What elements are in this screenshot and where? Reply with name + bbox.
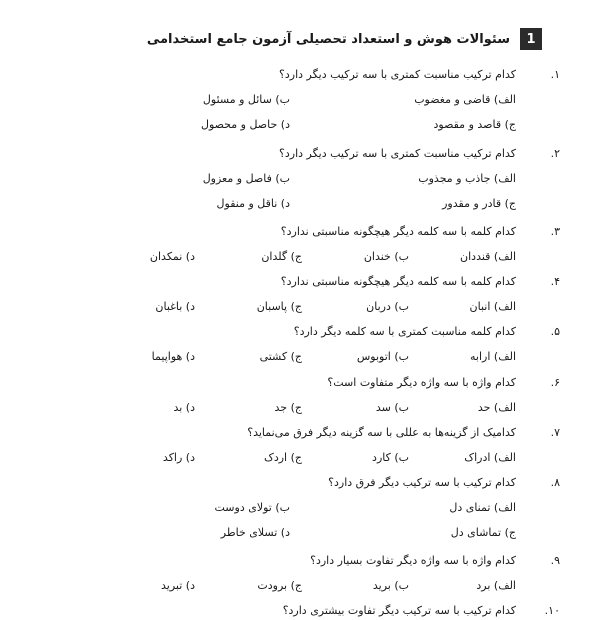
question-number: ۳.: [550, 225, 560, 238]
question-8: [40, 476, 560, 542]
question-text: کدام کلمه مناسبت کمتری با سه کلمه دیگر دارد؟: [293, 325, 516, 338]
page-header: [40, 28, 560, 50]
option-d: د) نمکدان: [149, 250, 195, 263]
option-a: الف) جاذب و مجذوب: [418, 172, 516, 185]
question-10: [40, 604, 560, 620]
question-4: [40, 275, 560, 316]
option-b: ب) تولای دوست: [214, 501, 290, 514]
question-3: [40, 225, 560, 266]
question-number: ۵.: [550, 325, 560, 338]
question-7: [40, 426, 560, 467]
option-a: الف) قنددان: [460, 250, 516, 263]
option-b: ب) خندان: [363, 250, 409, 263]
option-d: د) حاصل و محصول: [200, 118, 290, 131]
question-number: ۱.: [550, 68, 560, 81]
question-text: کدام واژه با سه واژه دیگر متفاوت است؟: [327, 376, 516, 389]
option-b: ب) کارد: [372, 451, 409, 464]
option-a: الف) ادراک: [464, 451, 516, 464]
question-text: کدامیک از گزینه‌ها به عللی با سه گزینه دیگر فرق می‌نماید؟: [247, 426, 516, 439]
question-5: [40, 325, 560, 366]
option-d: د) تبرید: [161, 579, 195, 592]
question-text: کدام کلمه با سه کلمه دیگر هیچگونه مناسبتی ندارد؟: [280, 275, 516, 288]
question-text: کدام واژه با سه واژه دیگر تفاوت بسیار دارد؟: [310, 554, 516, 567]
question-text: کدام کلمه با سه کلمه دیگر هیچگونه مناسبتی ندارد؟: [280, 225, 516, 238]
option-c: ج) کشتی: [259, 350, 302, 363]
option-d: د) هواپیما: [151, 350, 195, 363]
question-number: ۸.: [550, 476, 560, 489]
option-c: ج) قاصد و مقصود: [433, 118, 516, 131]
option-a: الف) ارابه: [470, 350, 516, 363]
question-text: کدام ترکیب مناسبت کمتری با سه ترکیب دیگر دارد؟: [279, 68, 516, 81]
option-b: ب) سائل و مسئول: [202, 93, 290, 106]
question-number: ۹.: [550, 554, 560, 567]
option-c: ج) برودت: [257, 579, 302, 592]
option-b: ب) برید: [372, 579, 409, 592]
question-number: ۷.: [550, 426, 560, 439]
question-2: [40, 147, 560, 213]
option-a: الف) تمنای دل: [449, 501, 516, 514]
question-number: ۱۰.: [544, 604, 560, 617]
question-number: ۶.: [550, 376, 560, 389]
option-d: د) بد: [173, 401, 195, 414]
option-c: ج) تماشای دل: [450, 526, 516, 539]
option-b: ب) اتوبوس: [356, 350, 409, 363]
question-number: ۴.: [550, 275, 560, 288]
page-number-badge: 1: [520, 28, 542, 50]
option-a: الف) انبان: [469, 300, 516, 313]
option-b: ب) سد: [375, 401, 409, 414]
option-b: ب) دربان: [366, 300, 409, 313]
question-9: [40, 554, 560, 595]
option-d: د) راکد: [162, 451, 195, 464]
option-c: ج) جد: [274, 401, 302, 414]
option-b: ب) فاصل و معزول: [202, 172, 290, 185]
option-c: ج) پاسبان: [256, 300, 302, 313]
option-d: د) تسلای خاطر: [220, 526, 290, 539]
question-number: ۲.: [550, 147, 560, 160]
option-d: د) ناقل و منقول: [216, 197, 290, 210]
option-a: الف) قاضی و مغضوب: [414, 93, 516, 106]
question-6: [40, 376, 560, 417]
option-c: ج) قادر و مقدور: [442, 197, 516, 210]
option-c: ج) گلدان: [261, 250, 302, 263]
option-a: الف) حد: [477, 401, 516, 414]
question-text: کدام ترکیب مناسبت کمتری با سه ترکیب دیگر دارد؟: [279, 147, 516, 160]
option-c: ج) اردک: [263, 451, 302, 464]
page-title: سئوالات هوش و استعداد تحصیلی آزمون جامع استخدامی: [146, 31, 510, 47]
option-a: الف) برد: [476, 579, 516, 592]
option-d: د) باغبان: [155, 300, 195, 313]
question-text: کدام ترکیب با سه ترکیب دیگر تفاوت بیشتری دارد؟: [282, 604, 516, 617]
question-text: کدام ترکیب با سه ترکیب دیگر فرق دارد؟: [328, 476, 516, 489]
question-1: [40, 68, 560, 134]
